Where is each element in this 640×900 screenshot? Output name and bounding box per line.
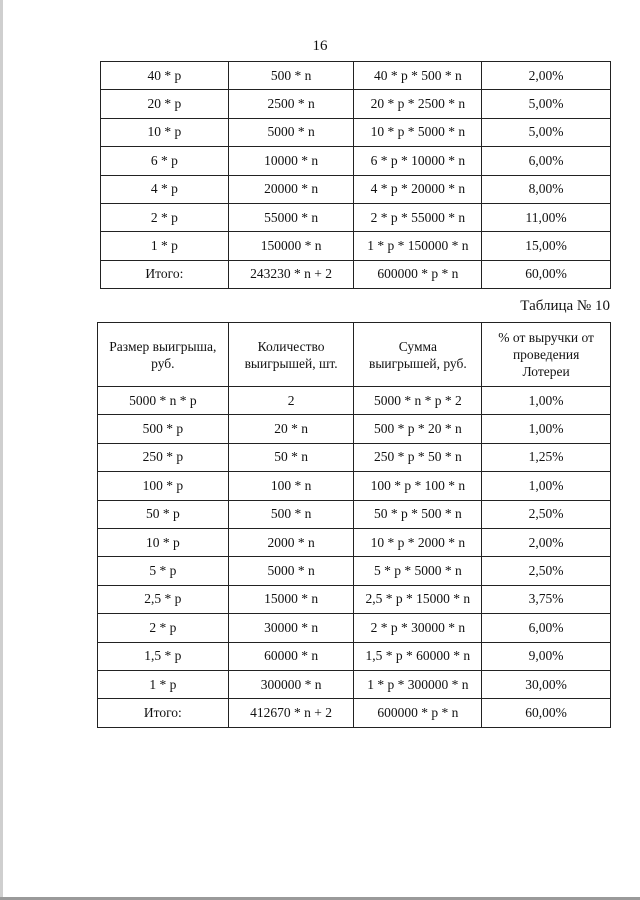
column-header-line: выигрышей, руб. bbox=[368, 355, 467, 371]
table-cell: 300000 * n bbox=[228, 670, 354, 698]
table-cell: 8,00% bbox=[482, 175, 611, 203]
table-cell: 2,50% bbox=[482, 557, 611, 585]
table-cell: 40 * p bbox=[101, 62, 229, 90]
table-cell: 60000 * n bbox=[228, 642, 354, 670]
table-cell: 6,00% bbox=[482, 614, 611, 642]
table-row bbox=[98, 528, 611, 556]
table-cell: 250 * p * 50 * n bbox=[354, 443, 482, 471]
table-cell: 2,00% bbox=[482, 528, 611, 556]
table-cell: 50 * p bbox=[98, 500, 229, 528]
table-cell: 6 * p bbox=[101, 147, 229, 175]
table-cell: 500 * n bbox=[228, 500, 354, 528]
table-cell: 2,5 * p bbox=[98, 585, 229, 613]
table-cell: 5,00% bbox=[482, 90, 611, 118]
column-header-line: руб. bbox=[151, 355, 175, 371]
table-cell: 2,00% bbox=[482, 62, 611, 90]
table-row bbox=[98, 614, 611, 642]
table-cell: 500 * p * 20 * n bbox=[354, 415, 482, 443]
column-header-line: проведения bbox=[512, 347, 580, 362]
table-cell: 150000 * n bbox=[228, 232, 354, 260]
column-header bbox=[98, 323, 229, 387]
table-row bbox=[98, 415, 611, 443]
table-cell: 60,00% bbox=[482, 699, 611, 727]
table-row bbox=[101, 232, 611, 260]
table-cell: 20000 * n bbox=[228, 175, 354, 203]
table-row bbox=[98, 585, 611, 613]
table-cell: 50 * p * 500 * n bbox=[354, 500, 482, 528]
table-cell: 500 * p bbox=[98, 415, 229, 443]
table-cell: 2 * p * 55000 * n bbox=[354, 203, 482, 231]
table-cell: 1,5 * p * 60000 * n bbox=[354, 642, 482, 670]
table-cell: 9,00% bbox=[482, 642, 611, 670]
table-cell: 412670 * n + 2 bbox=[228, 699, 354, 727]
table-row bbox=[101, 90, 611, 118]
page-number: 16 bbox=[312, 38, 328, 54]
table-cell: 243230 * n + 2 bbox=[228, 260, 354, 288]
table-cell: 2,5 * p * 15000 * n bbox=[354, 585, 482, 613]
table-cell: 250 * p bbox=[98, 443, 229, 471]
table-cell: 60,00% bbox=[482, 260, 611, 288]
table-row bbox=[101, 62, 611, 90]
table-cell: 500 * n bbox=[228, 62, 354, 90]
table-cell: 1 * p * 300000 * n bbox=[354, 670, 482, 698]
table-cell: 4 * p * 20000 * n bbox=[354, 175, 482, 203]
table-cell: 2000 * n bbox=[228, 528, 354, 556]
table-cell: 100 * p bbox=[98, 472, 229, 500]
table-cell: 10 * p * 2000 * n bbox=[354, 528, 482, 556]
table-cell: 1,00% bbox=[482, 472, 611, 500]
table-cell: 10 * p bbox=[101, 118, 229, 146]
table-row bbox=[98, 472, 611, 500]
table-cell: 5 * p * 5000 * n bbox=[354, 557, 482, 585]
table-cell: 6,00% bbox=[482, 147, 611, 175]
column-header-line: Размер выигрыша, bbox=[109, 338, 217, 354]
table-cell: 3,75% bbox=[482, 585, 611, 613]
table-cell: 50 * n bbox=[228, 443, 354, 471]
table-caption: Таблица № 10 bbox=[520, 298, 610, 314]
prize-table-continued bbox=[100, 61, 611, 289]
table-cell: 2 * p * 30000 * n bbox=[354, 614, 482, 642]
table-row bbox=[98, 387, 611, 415]
table-cell: 600000 * p * n bbox=[354, 699, 482, 727]
column-header bbox=[228, 323, 354, 387]
table-cell: 2 * p bbox=[101, 203, 229, 231]
table-cell: 1 * p bbox=[101, 232, 229, 260]
table-row bbox=[98, 642, 611, 670]
table-cell: Итого: bbox=[98, 699, 229, 727]
table-cell: 600000 * p * n bbox=[354, 260, 482, 288]
column-header-line: Количество bbox=[257, 338, 325, 354]
table-cell: 40 * p * 500 * n bbox=[354, 62, 482, 90]
table-cell: 5000 * n * p bbox=[98, 387, 229, 415]
table-row bbox=[101, 175, 611, 203]
table-cell: 2,50% bbox=[482, 500, 611, 528]
column-header-line: выигрышей, шт. bbox=[244, 355, 338, 371]
table-cell: 2 * p bbox=[98, 614, 229, 642]
table-row bbox=[98, 557, 611, 585]
table-row bbox=[101, 203, 611, 231]
table-cell: 5,00% bbox=[482, 118, 611, 146]
table-cell: 10 * p bbox=[98, 528, 229, 556]
table-cell: 11,00% bbox=[482, 203, 611, 231]
table-row bbox=[101, 147, 611, 175]
table-cell: 1,25% bbox=[482, 443, 611, 471]
total-row bbox=[101, 260, 611, 288]
table-cell: 100 * p * 100 * n bbox=[354, 472, 482, 500]
table-cell: 2500 * n bbox=[228, 90, 354, 118]
table-cell: 5 * p bbox=[98, 557, 229, 585]
column-header bbox=[354, 323, 482, 387]
table-cell: 2 bbox=[228, 387, 354, 415]
table-cell: 1 * p bbox=[98, 670, 229, 698]
table-cell: 5000 * n * p * 2 bbox=[354, 387, 482, 415]
table-row bbox=[98, 443, 611, 471]
table-cell: 15000 * n bbox=[228, 585, 354, 613]
table-cell: 100 * n bbox=[228, 472, 354, 500]
table-cell: 30000 * n bbox=[228, 614, 354, 642]
table-cell: 1,00% bbox=[482, 387, 611, 415]
scan-edge bbox=[0, 0, 3, 900]
table-cell: 4 * p bbox=[101, 175, 229, 203]
table-row bbox=[98, 670, 611, 698]
column-header-line: % от выручки от bbox=[498, 330, 594, 345]
table-cell: 5000 * n bbox=[228, 557, 354, 585]
prize-table-10 bbox=[97, 322, 611, 728]
table-cell: 6 * p * 10000 * n bbox=[354, 147, 482, 175]
table-row bbox=[98, 500, 611, 528]
table-header-row bbox=[98, 323, 611, 387]
table-cell: 10 * p * 5000 * n bbox=[354, 118, 482, 146]
table-cell: 1 * p * 150000 * n bbox=[354, 232, 482, 260]
total-row bbox=[98, 699, 611, 727]
table-cell: Итого: bbox=[101, 260, 229, 288]
column-header-line: Сумма bbox=[398, 338, 437, 354]
table-cell: 15,00% bbox=[482, 232, 611, 260]
column-header-line: Лотереи bbox=[522, 364, 570, 379]
table-cell: 20 * n bbox=[228, 415, 354, 443]
table-cell: 20 * p bbox=[101, 90, 229, 118]
table-cell: 1,00% bbox=[482, 415, 611, 443]
table-cell: 30,00% bbox=[482, 670, 611, 698]
table-cell: 55000 * n bbox=[228, 203, 354, 231]
table-cell: 5000 * n bbox=[228, 118, 354, 146]
table-cell: 10000 * n bbox=[228, 147, 354, 175]
table-cell: 20 * p * 2500 * n bbox=[354, 90, 482, 118]
column-header bbox=[482, 323, 611, 387]
table-row bbox=[101, 118, 611, 146]
table-cell: 1,5 * p bbox=[98, 642, 229, 670]
